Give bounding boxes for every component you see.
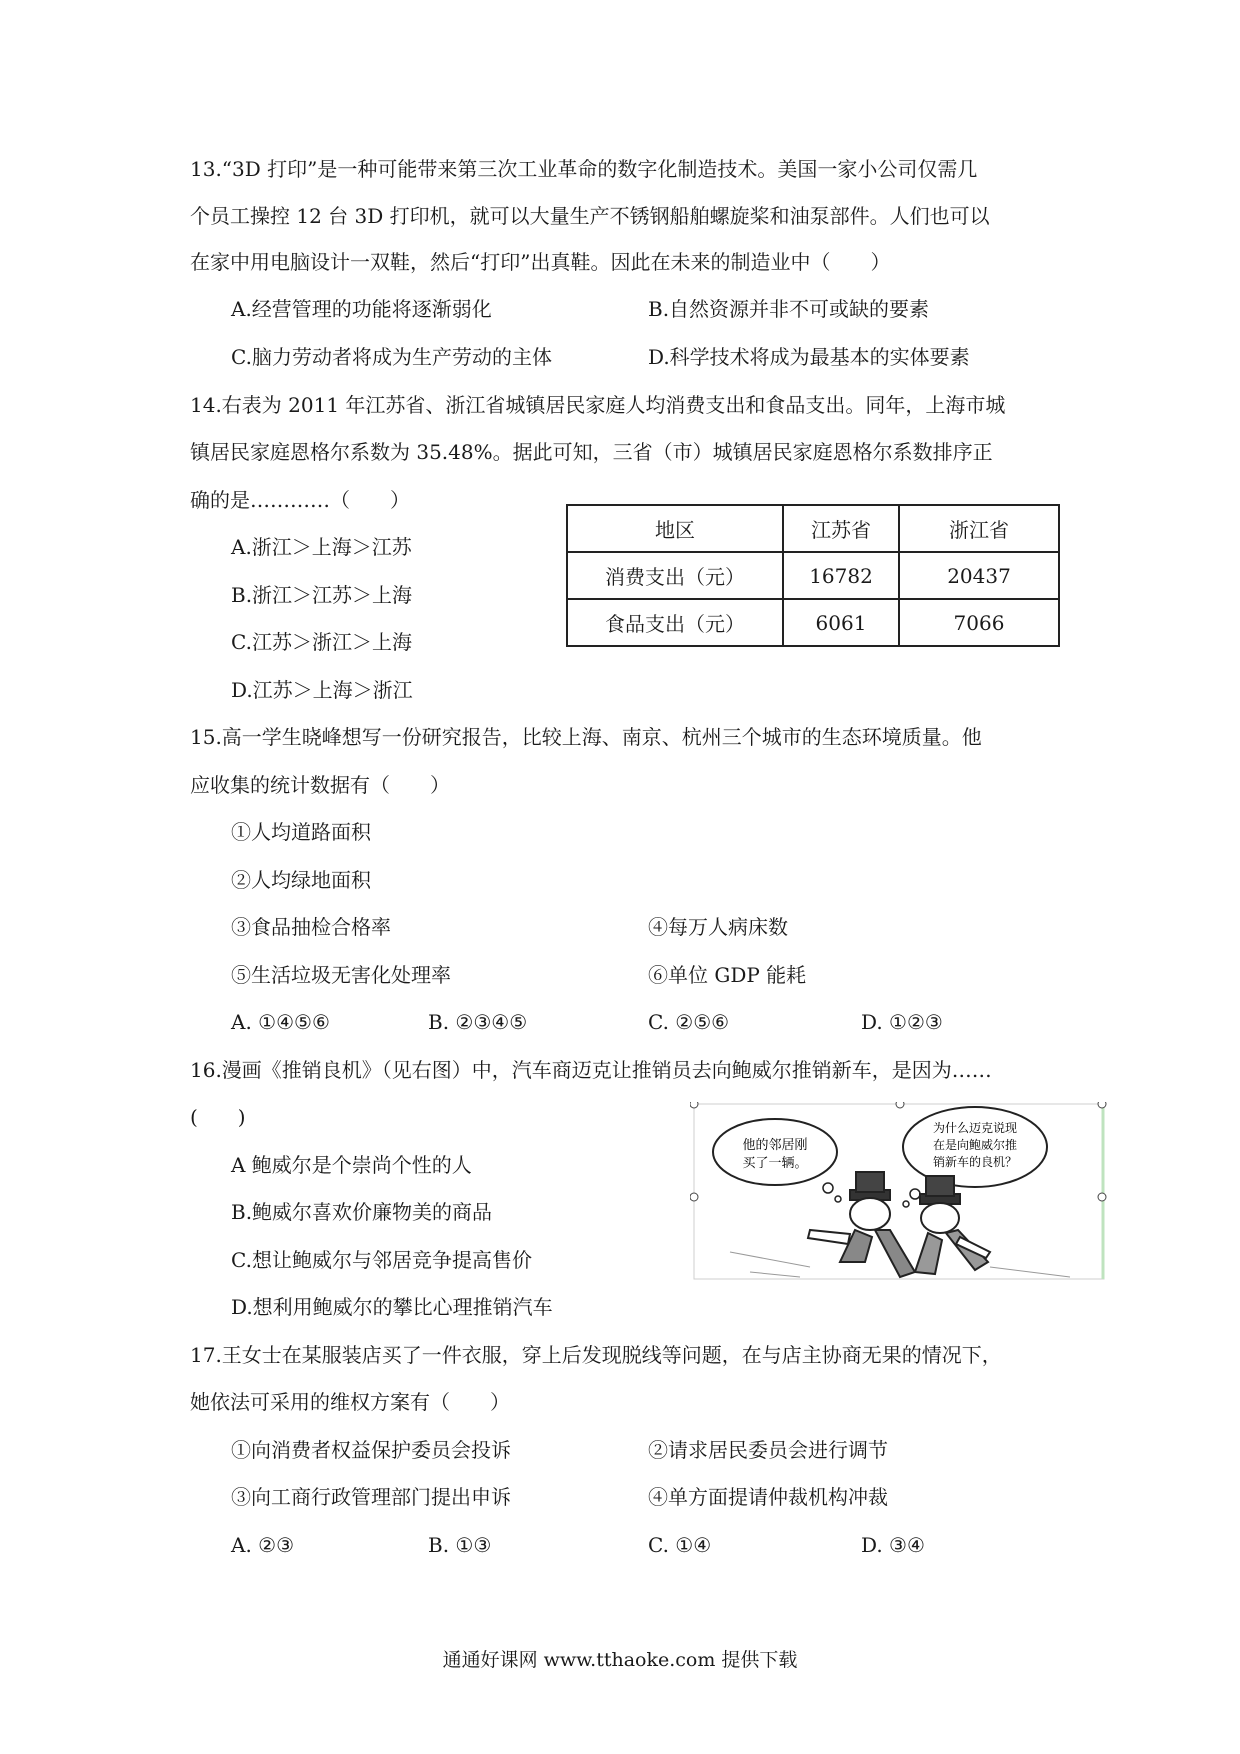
q13-option-b: B.自然资源并非不可或缺的要素 [648, 297, 930, 321]
q15-item-6: ⑥单位 GDP 能耗 [648, 963, 807, 987]
table-cell: 消费支出（元） [567, 552, 783, 599]
q17-option-c: C. ①④ [648, 1533, 712, 1557]
table-cell: 20437 [899, 552, 1059, 599]
expenditure-table [566, 504, 1060, 647]
q16-option-c: C.想让鲍威尔与邻居竞争提高售价 [231, 1248, 532, 1272]
q15-option-c: C. ②⑤⑥ [648, 1010, 730, 1034]
table-cell: 浙江省 [899, 505, 1059, 552]
q15-item-2: ②人均绿地面积 [231, 868, 371, 892]
table-cell: 6061 [783, 599, 899, 646]
bubble-right-line3: 销新车的良机？ [932, 1155, 1018, 1169]
bubble-left-line1: 他的邻居刚 [742, 1138, 808, 1153]
q17-option-b: B. ①③ [428, 1533, 492, 1557]
resize-handle-icon [690, 1193, 698, 1201]
resize-handle-icon [1098, 1193, 1106, 1201]
q17-line1: 17.王女士在某服装店买了一件衣服，穿上后发现脱线等问题，在与店主协商无果的情况下， [190, 1343, 1002, 1367]
q15-item-4: ④每万人病床数 [648, 915, 788, 939]
q15-item-3: ③食品抽检合格率 [231, 915, 391, 939]
q13-line2: 个员工操控 12 台 3D 打印机，就可以大量生产不锈钢船舶螺旋桨和油泵部件。人们也可以 [190, 204, 990, 228]
q14-option-c: C.江苏＞浙江＞上海 [231, 630, 412, 654]
q17-line2: 她依法可采用的维权方案有（ ） [190, 1390, 510, 1414]
q17-item-3: ③向工商行政管理部门提出申诉 [231, 1485, 511, 1509]
q13-line1: 13.“3D 打印”是一种可能带来第三次工业革命的数字化制造技术。美国一家小公司仅需几 [190, 157, 978, 181]
q16-option-b: B.鲍威尔喜欢价廉物美的商品 [231, 1200, 493, 1224]
q17-option-d: D. ③④ [861, 1533, 925, 1557]
q16-line1: 16.漫画《推销良机》（见右图）中，汽车商迈克让推销员去向鲍威尔推销新车，是因为…… [190, 1058, 992, 1082]
table-header-row [567, 505, 1059, 552]
q14-line2: 镇居民家庭恩格尔系数为 35.48%。据此可知，三省（市）城镇居民家庭恩格尔系数排序正 [190, 440, 993, 464]
table-cell: 7066 [899, 599, 1059, 646]
table-cell: 食品支出（元） [567, 599, 783, 646]
q13-option-a: A.经营管理的功能将逐渐弱化 [231, 297, 492, 321]
q13-option-d: D.科学技术将成为最基本的实体要素 [648, 345, 970, 369]
cartoon-image [690, 1102, 1110, 1284]
q15-item-5: ⑤生活垃圾无害化处理率 [231, 963, 451, 987]
resize-handle-icon [690, 1102, 698, 1108]
q16-option-d: D.想利用鲍威尔的攀比心理推销汽车 [231, 1295, 553, 1319]
table-cell: 地区 [567, 505, 783, 552]
q14-line1: 14.右表为 2011 年江苏省、浙江省城镇居民家庭人均消费支出和食品支出。同年，上海市城 [190, 393, 1006, 417]
q16-option-a: A 鲍威尔是个崇尚个性的人 [231, 1153, 472, 1177]
q14-option-b: B.浙江＞江苏＞上海 [231, 583, 413, 607]
page-footer: 通通好课网 www.tthaoke.com 提供下载 [442, 1649, 798, 1671]
resize-handle-icon [896, 1102, 904, 1108]
q16-line2: ( ) [190, 1105, 246, 1129]
q15-option-a: A. ①④⑤⑥ [231, 1010, 330, 1034]
bubble-right-line1: 为什么迈克说现 [932, 1121, 1018, 1135]
bubble-left-line2: 买了一辆。 [742, 1156, 808, 1171]
table-row [567, 552, 1059, 599]
q14-option-d: D.江苏＞上海＞浙江 [231, 678, 413, 702]
q15-line2: 应收集的统计数据有（ ） [190, 773, 450, 797]
q15-line1: 15.高一学生晓峰想写一份研究报告，比较上海、南京、杭州三个城市的生态环境质量。他 [190, 725, 982, 749]
q17-item-4: ④单方面提请仲裁机构冲裁 [648, 1485, 888, 1509]
q17-option-a: A. ②③ [231, 1533, 295, 1557]
table-row [567, 599, 1059, 646]
salesmen-illustration [808, 1172, 990, 1277]
resize-handle-icon [1098, 1102, 1106, 1108]
q13-option-c: C.脑力劳动者将成为生产劳动的主体 [231, 345, 552, 369]
q15-option-b: B. ②③④⑤ [428, 1010, 528, 1034]
q14-line3: 确的是…………（ ） [190, 488, 410, 512]
bubble-right-line2: 在是向鲍威尔推 [932, 1138, 1018, 1152]
q15-option-d: D. ①②③ [861, 1010, 943, 1034]
q17-item-2: ②请求居民委员会进行调节 [648, 1438, 888, 1462]
q15-item-1: ①人均道路面积 [231, 820, 371, 844]
q17-item-1: ①向消费者权益保护委员会投诉 [231, 1438, 511, 1462]
q13-line3: 在家中用电脑设计一双鞋，然后“打印”出真鞋。因此在未来的制造业中（ ） [190, 250, 891, 274]
table-cell: 16782 [783, 552, 899, 599]
q14-option-a: A.浙江＞上海＞江苏 [231, 535, 412, 559]
table-cell: 江苏省 [783, 505, 899, 552]
